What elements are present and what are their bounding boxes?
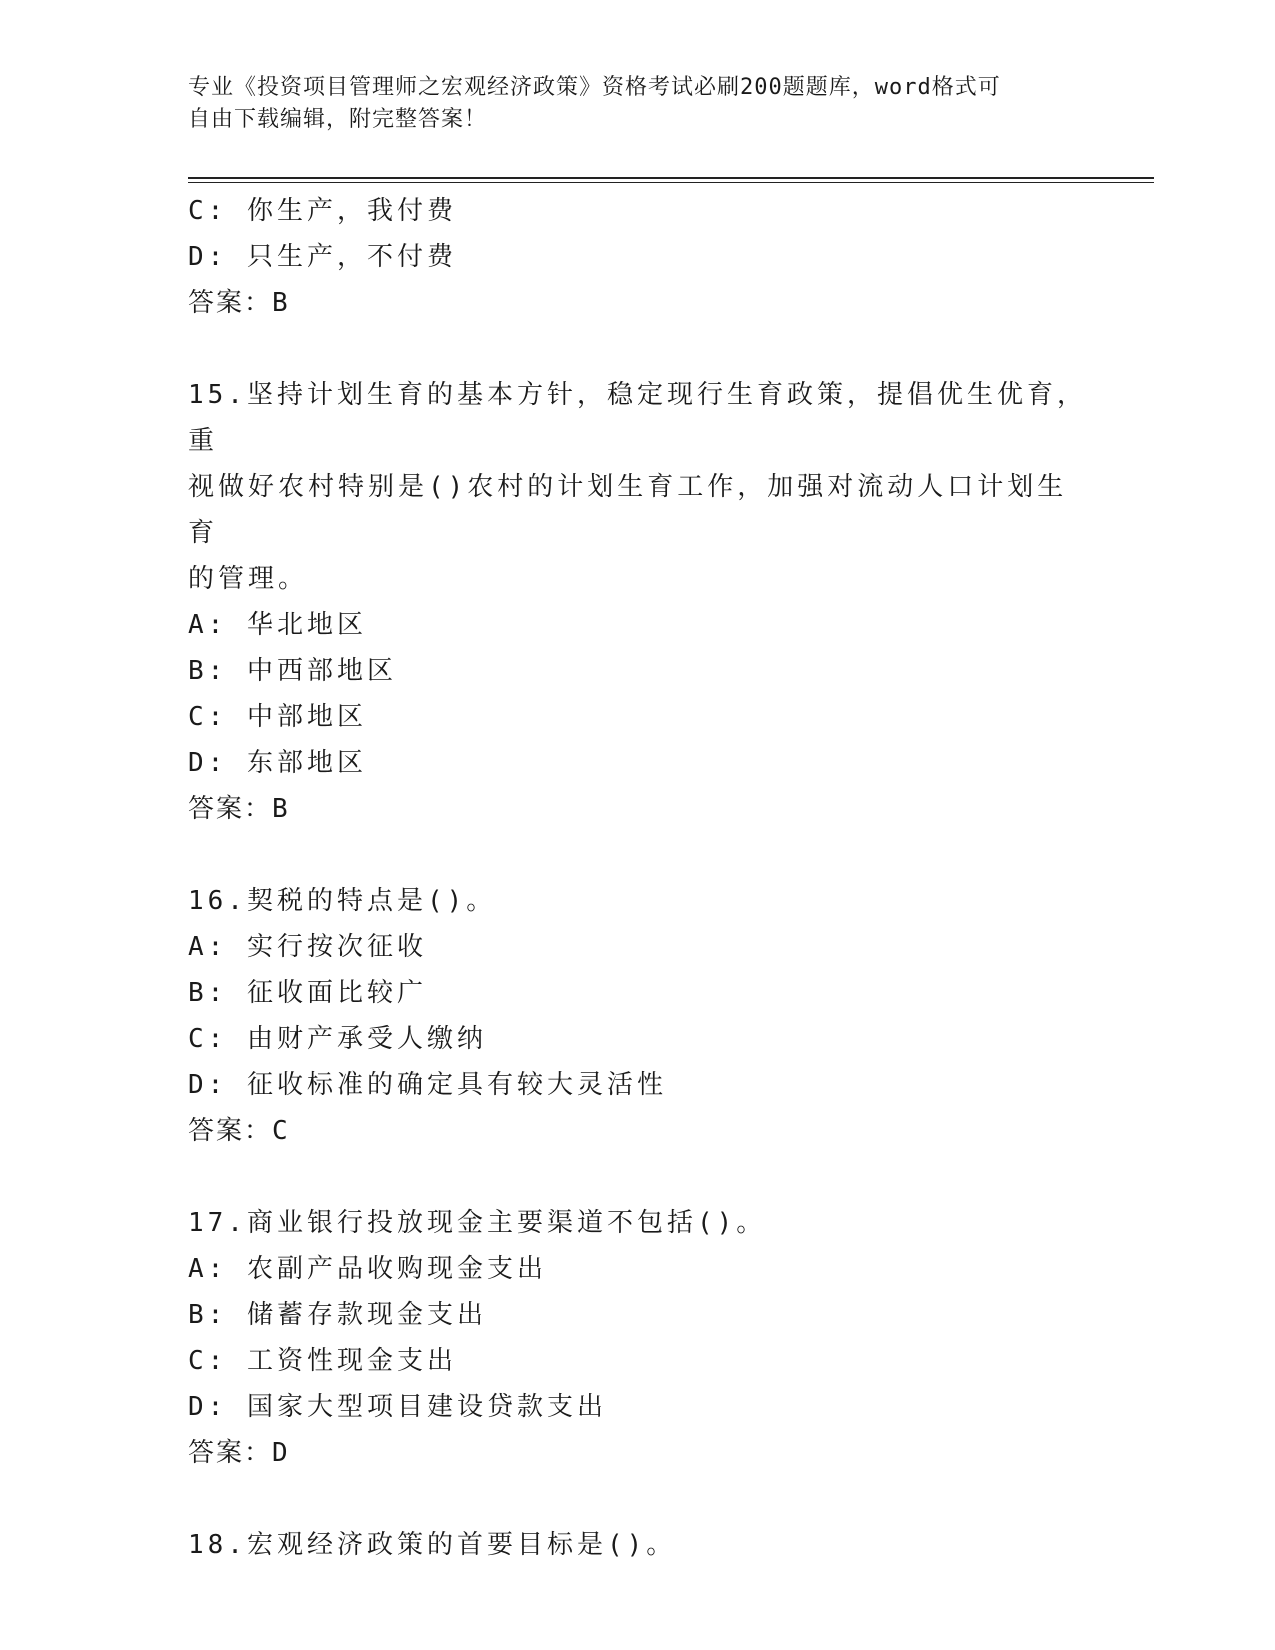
answer: 答案：D xyxy=(188,1438,290,1468)
option-d: D: 只生产，不付费 xyxy=(188,242,457,272)
question-14-carryover xyxy=(188,188,1088,326)
document-header xyxy=(188,72,1088,136)
header-title-line-1: 专业《投资项目管理师之宏观经济政策》资格考试必刷200题题库，word格式可 xyxy=(188,75,1001,100)
option-b: B: 储蓄存款现金支出 xyxy=(188,1300,487,1330)
option-b: B: 中西部地区 xyxy=(188,656,397,686)
option-c: C: 中部地区 xyxy=(188,702,367,732)
option-c: C: 你生产，我付费 xyxy=(188,196,457,226)
question-18 xyxy=(188,1522,1088,1568)
question-17 xyxy=(188,1200,1088,1476)
option-c: C: 工资性现金支出 xyxy=(188,1346,457,1376)
option-d: D: 东部地区 xyxy=(188,748,367,778)
question-stem: 18.宏观经济政策的首要目标是()。 xyxy=(188,1530,677,1560)
option-a: A: 实行按次征收 xyxy=(188,932,427,962)
option-b: B: 征收面比较广 xyxy=(188,978,427,1008)
question-stem: 16.契税的特点是()。 xyxy=(188,886,497,916)
question-15 xyxy=(188,372,1088,832)
header-title-line-2: 自由下载编辑，附完整答案！ xyxy=(188,107,488,132)
header-divider-thick xyxy=(188,177,1154,179)
question-list xyxy=(188,188,1088,1614)
question-stem: 17.商业银行投放现金主要渠道不包括()。 xyxy=(188,1208,767,1238)
question-stem-line: 的管理。 xyxy=(188,564,309,594)
question-stem-line: 视做好农村特别是()农村的计划生育工作，加强对流动人口计划生育 xyxy=(188,472,1068,548)
option-d: D: 国家大型项目建设贷款支出 xyxy=(188,1392,607,1422)
header-divider-thin xyxy=(188,182,1154,183)
option-a: A: 华北地区 xyxy=(188,610,367,640)
answer: 答案：B xyxy=(188,794,290,824)
question-16 xyxy=(188,878,1088,1154)
answer: 答案：B xyxy=(188,288,290,318)
option-c: C: 由财产承受人缴纳 xyxy=(188,1024,487,1054)
option-d: D: 征收标准的确定具有较大灵活性 xyxy=(188,1070,667,1100)
question-stem-line: 15.坚持计划生育的基本方针，稳定现行生育政策，提倡优生优育，重 xyxy=(188,380,1087,456)
answer: 答案：C xyxy=(188,1116,290,1146)
option-a: A: 农副产品收购现金支出 xyxy=(188,1254,547,1284)
